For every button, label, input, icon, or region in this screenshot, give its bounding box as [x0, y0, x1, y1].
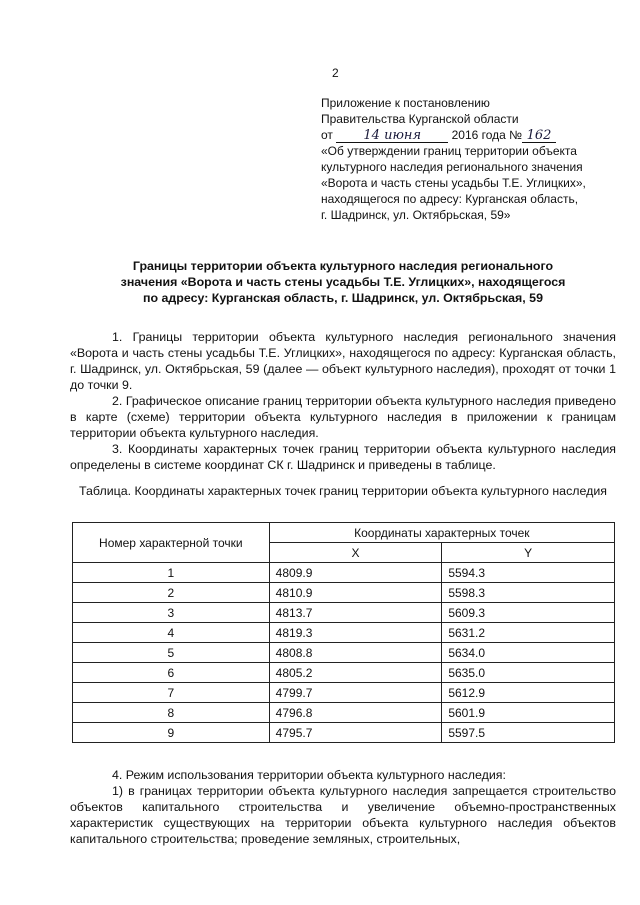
table-row	[73, 663, 615, 683]
title-line-2: значения «Ворота и часть стены усадьбы Т.Е. Углицких», находящегося	[120, 275, 566, 289]
table-row	[73, 683, 615, 703]
paragraph-1: 1. Границы территории объекта культурного наследия регионального значения «Ворота и часть стены усадьбы Т.Е. Углицких», находящегося по адресу: Курганская область, г. Шадринск, ул. Октябрьская, 59 (далее — объект культурного наследия), проходят от точки 1 до точки 9.	[70, 330, 616, 392]
x-value: 4799.7	[269, 683, 442, 703]
section-4-heading: 4. Режим использования территории объекта культурного наследия:	[112, 768, 506, 782]
coordinates-table	[72, 522, 615, 743]
appendix-block	[321, 95, 611, 223]
y-value: 5598.3	[442, 583, 615, 603]
y-value: 5635.0	[442, 663, 615, 683]
point-number: 7	[73, 683, 270, 703]
appendix-quote-2: культурного наследия регионального значения	[321, 160, 583, 174]
header-coordinates: Координаты характерных точек	[269, 523, 614, 543]
y-value: 5594.3	[442, 563, 615, 583]
appendix-date-line	[321, 127, 611, 143]
point-number: 2	[73, 583, 270, 603]
handwritten-number: 162	[522, 129, 556, 143]
x-value: 4796.8	[269, 703, 442, 723]
x-value: 4813.7	[269, 603, 442, 623]
document-title	[70, 258, 616, 306]
handwritten-date: 14 июня	[336, 129, 448, 143]
appendix-quote-3: «Ворота и часть стены усадьбы Т.Е. Углицких»,	[321, 176, 586, 190]
paragraph-2: 2. Графическое описание границ территории объекта культурного наследия приведено в карте (схеме) территории объекта культурного наследия в приложении к границам территории объекта культурного наследия.	[70, 394, 616, 440]
point-number: 9	[73, 723, 270, 743]
x-value: 4810.9	[269, 583, 442, 603]
year-text: 2016 года №	[451, 128, 523, 142]
y-value: 5634.0	[442, 643, 615, 663]
point-number: 8	[73, 703, 270, 723]
table-row	[73, 603, 615, 623]
table-row	[73, 583, 615, 603]
appendix-quote-1: «Об утверждении границ территории объекта	[321, 144, 577, 158]
appendix-quote-4: находящегося по адресу: Курганская область,	[321, 192, 579, 206]
y-value: 5601.9	[442, 703, 615, 723]
y-value: 5631.2	[442, 623, 615, 643]
y-value: 5612.9	[442, 683, 615, 703]
appendix-line-1: Приложение к постановлению	[321, 96, 490, 110]
table-row	[73, 703, 615, 723]
x-value: 4809.9	[269, 563, 442, 583]
table-row	[73, 623, 615, 643]
y-value: 5609.3	[442, 603, 615, 623]
table-row	[73, 643, 615, 663]
y-value: 5597.5	[442, 723, 615, 743]
point-number: 3	[73, 603, 270, 623]
appendix-quote-5: г. Шадринск, ул. Октябрьская, 59»	[321, 208, 511, 222]
x-value: 4808.8	[269, 643, 442, 663]
point-number: 5	[73, 643, 270, 663]
x-value: 4819.3	[269, 623, 442, 643]
x-value: 4805.2	[269, 663, 442, 683]
body-paragraphs	[70, 329, 616, 473]
point-number: 6	[73, 663, 270, 683]
header-x: X	[269, 543, 442, 563]
section-4	[70, 767, 616, 847]
point-number: 4	[73, 623, 270, 643]
section-4-item-1: 1) в границах территории объекта культурного наследия запрещается строительство объектов капитального строительства и увеличение объемно-пространственных характеристик существующих на территории объекта культурного наследия объектов капитального строительства; проведение земляных, строительных,	[70, 784, 616, 846]
paragraph-3: 3. Координаты характерных точек границ территории объекта культурного наследия определены в системе координат СК г. Шадринск и приведены в таблице.	[70, 442, 616, 472]
x-value: 4795.7	[269, 723, 442, 743]
header-y: Y	[442, 543, 615, 563]
point-number: 1	[73, 563, 270, 583]
appendix-line-2: Правительства Курганской области	[321, 112, 519, 126]
page-number: 2	[332, 66, 339, 80]
table-row	[73, 723, 615, 743]
from-label: от	[321, 128, 333, 142]
table-caption: Таблица. Координаты характерных точек границ территории объекта культурного наследия	[79, 484, 607, 498]
table-row	[73, 563, 615, 583]
title-line-1: Границы территории объекта культурного наследия регионального	[132, 259, 554, 273]
title-line-3: по адресу: Курганская область, г. Шадринск, ул. Октябрьская, 59	[143, 291, 543, 305]
header-point-number: Номер характерной точки	[73, 523, 270, 563]
